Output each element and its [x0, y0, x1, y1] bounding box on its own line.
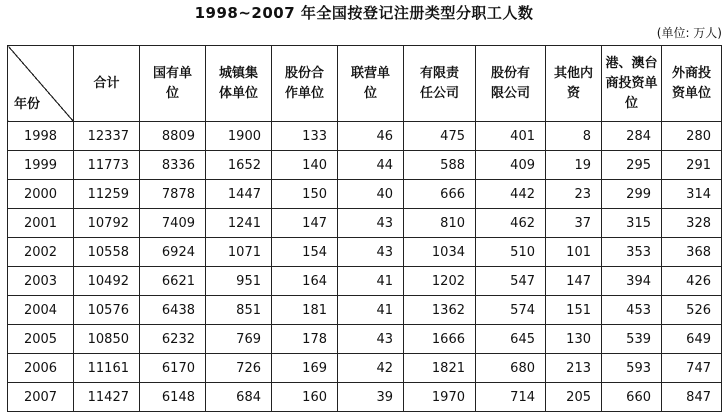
table-cell: 1447 [206, 180, 272, 209]
table-cell: 151 [546, 296, 602, 325]
year-cell: 2005 [8, 325, 74, 354]
table-cell: 328 [662, 209, 722, 238]
table-cell: 368 [662, 238, 722, 267]
table-cell: 11427 [74, 383, 140, 412]
table-cell: 660 [602, 383, 662, 412]
table-cell: 851 [206, 296, 272, 325]
table-cell: 160 [272, 383, 338, 412]
table-cell: 394 [602, 267, 662, 296]
year-cell: 2003 [8, 267, 74, 296]
table-cell: 46 [338, 122, 404, 151]
table-cell: 951 [206, 267, 272, 296]
data-table [7, 45, 722, 412]
table-cell: 7409 [140, 209, 206, 238]
year-cell: 2001 [8, 209, 74, 238]
table-cell: 526 [662, 296, 722, 325]
year-cell: 1998 [8, 122, 74, 151]
table-cell: 41 [338, 296, 404, 325]
column-header: 其他内资 [546, 46, 602, 122]
column-header: 外商投资单位 [662, 46, 722, 122]
table-cell: 10576 [74, 296, 140, 325]
table-cell: 1900 [206, 122, 272, 151]
table-title: 1998~2007 年全国按登记注册类型分职工人数 [194, 4, 534, 22]
table-cell: 769 [206, 325, 272, 354]
year-cell: 2006 [8, 354, 74, 383]
table-cell: 10792 [74, 209, 140, 238]
table-cell: 181 [272, 296, 338, 325]
table-cell: 593 [602, 354, 662, 383]
table-cell: 666 [404, 180, 476, 209]
unit-note: (单位: 万人) [656, 26, 722, 40]
table-row [8, 383, 722, 412]
table-cell: 810 [404, 209, 476, 238]
table-cell: 353 [602, 238, 662, 267]
table-cell: 462 [476, 209, 546, 238]
table-cell: 8 [546, 122, 602, 151]
table-cell: 291 [662, 151, 722, 180]
table-cell: 23 [546, 180, 602, 209]
corner-header [8, 46, 74, 122]
table-row [8, 209, 722, 238]
column-header: 城镇集体单位 [206, 46, 272, 122]
column-header: 港、澳台商投资单位 [602, 46, 662, 122]
table-cell: 7878 [140, 180, 206, 209]
table-row [8, 354, 722, 383]
column-header: 股份合作单位 [272, 46, 338, 122]
table-cell: 40 [338, 180, 404, 209]
table-cell: 1071 [206, 238, 272, 267]
table-cell: 10850 [74, 325, 140, 354]
year-cell: 2007 [8, 383, 74, 412]
table-cell: 547 [476, 267, 546, 296]
table-cell: 11259 [74, 180, 140, 209]
table-cell: 726 [206, 354, 272, 383]
table-row [8, 296, 722, 325]
table-cell: 8336 [140, 151, 206, 180]
table-cell: 299 [602, 180, 662, 209]
table-cell: 41 [338, 267, 404, 296]
table-cell: 453 [602, 296, 662, 325]
column-header: 股份有限公司 [476, 46, 546, 122]
table-cell: 6170 [140, 354, 206, 383]
table-cell: 280 [662, 122, 722, 151]
table-cell: 1666 [404, 325, 476, 354]
table-cell: 1202 [404, 267, 476, 296]
table-cell: 178 [272, 325, 338, 354]
table-cell: 6438 [140, 296, 206, 325]
table-cell: 588 [404, 151, 476, 180]
column-header: 联营单位 [338, 46, 404, 122]
table-cell: 130 [546, 325, 602, 354]
table-cell: 11773 [74, 151, 140, 180]
table-cell: 6621 [140, 267, 206, 296]
table-cell: 510 [476, 238, 546, 267]
table-cell: 426 [662, 267, 722, 296]
table-row [8, 180, 722, 209]
table-cell: 11161 [74, 354, 140, 383]
table-row [8, 122, 722, 151]
table-cell: 147 [272, 209, 338, 238]
table-cell: 1241 [206, 209, 272, 238]
table-cell: 645 [476, 325, 546, 354]
table-row [8, 325, 722, 354]
table-cell: 6148 [140, 383, 206, 412]
table-cell: 154 [272, 238, 338, 267]
table-cell: 205 [546, 383, 602, 412]
table-cell: 1821 [404, 354, 476, 383]
table-cell: 475 [404, 122, 476, 151]
table-cell: 6232 [140, 325, 206, 354]
table-cell: 169 [272, 354, 338, 383]
table-cell: 213 [546, 354, 602, 383]
table-cell: 164 [272, 267, 338, 296]
year-cell: 2002 [8, 238, 74, 267]
corner-label: 年份 [14, 97, 41, 112]
year-cell: 2000 [8, 180, 74, 209]
table-cell: 401 [476, 122, 546, 151]
table-cell: 8809 [140, 122, 206, 151]
table-cell: 150 [272, 180, 338, 209]
table-cell: 101 [546, 238, 602, 267]
table-body [8, 122, 722, 412]
table-cell: 37 [546, 209, 602, 238]
table-cell: 44 [338, 151, 404, 180]
table-cell: 10558 [74, 238, 140, 267]
table-cell: 140 [272, 151, 338, 180]
table-cell: 39 [338, 383, 404, 412]
column-header: 有限责任公司 [404, 46, 476, 122]
table-cell: 649 [662, 325, 722, 354]
column-header: 合计 [74, 46, 140, 122]
table-cell: 284 [602, 122, 662, 151]
year-cell: 1999 [8, 151, 74, 180]
table-cell: 1652 [206, 151, 272, 180]
column-header: 国有单位 [140, 46, 206, 122]
table-cell: 314 [662, 180, 722, 209]
table-cell: 409 [476, 151, 546, 180]
table-cell: 684 [206, 383, 272, 412]
table-cell: 1970 [404, 383, 476, 412]
table-cell: 442 [476, 180, 546, 209]
table-cell: 6924 [140, 238, 206, 267]
table-cell: 133 [272, 122, 338, 151]
table-row [8, 267, 722, 296]
table-cell: 295 [602, 151, 662, 180]
table-cell: 747 [662, 354, 722, 383]
table-cell: 12337 [74, 122, 140, 151]
year-cell: 2004 [8, 296, 74, 325]
table-cell: 315 [602, 209, 662, 238]
header-row [8, 46, 722, 122]
table-cell: 574 [476, 296, 546, 325]
table-cell: 847 [662, 383, 722, 412]
table-cell: 714 [476, 383, 546, 412]
table-cell: 19 [546, 151, 602, 180]
table-cell: 539 [602, 325, 662, 354]
table-cell: 42 [338, 354, 404, 383]
table-cell: 680 [476, 354, 546, 383]
table-cell: 1034 [404, 238, 476, 267]
table-row [8, 238, 722, 267]
table-cell: 43 [338, 209, 404, 238]
table-cell: 43 [338, 238, 404, 267]
table-cell: 1362 [404, 296, 476, 325]
table-cell: 43 [338, 325, 404, 354]
table-cell: 10492 [74, 267, 140, 296]
table-row [8, 151, 722, 180]
table-cell: 147 [546, 267, 602, 296]
